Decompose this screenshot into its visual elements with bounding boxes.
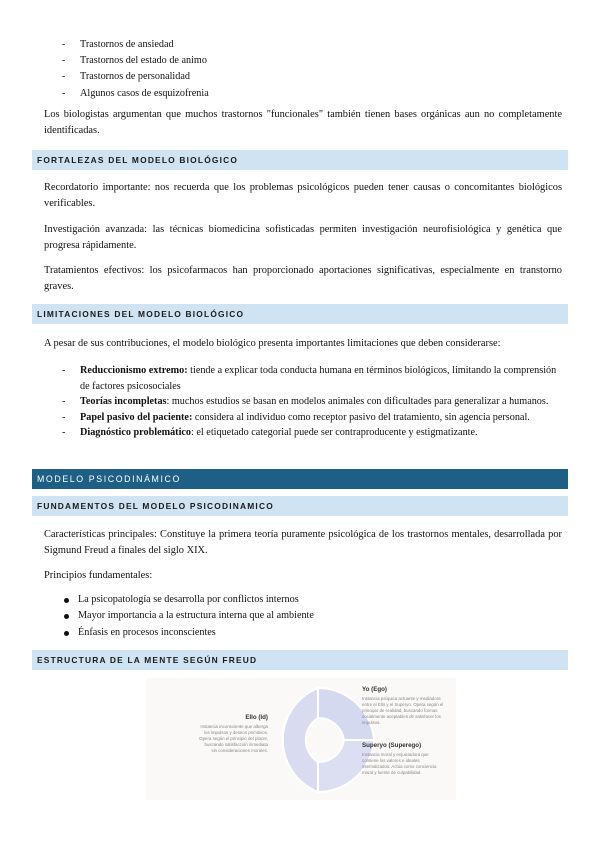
section-heading-fortalezas: FORTALEZAS DEL MODELO BIOLÓGICO [32, 150, 568, 170]
yo-description: Instancia psíquica actuante y mediadora entre el Ello y el Superyo. Opera según el principio de realidad, buscando formas socialmente aceptables de satisfacer los impulsos. [362, 696, 444, 725]
list-item-term: Papel pasivo del paciente: [80, 411, 193, 423]
list-item-term: Teorías incompletas [80, 396, 167, 407]
principles-list [62, 592, 314, 641]
yo-title: Yo (Ego) [362, 686, 387, 693]
section-heading-fundamentos: FUNDAMENTOS DEL MODELO PSICODINAMICO [32, 496, 568, 516]
fortalezas-paragraph-2: Investigación avanzada: las técnicas biomedicina sofisticadas permiten investigación neurofisiológica y genética que progresa rápidamente. [44, 224, 562, 251]
list-item: Mayor importancia a la estructura interna que al ambiente [62, 608, 314, 624]
yo-label-block [362, 686, 446, 726]
list-item [62, 425, 562, 441]
section-heading-limitaciones: LIMITACIONES DEL MODELO BIOLÓGICO [32, 304, 568, 324]
list-item: - Algunos casos de esquizofrenia [62, 86, 209, 102]
superyo-title: Superyo (Superego) [362, 742, 422, 749]
list-item: La psicopatología se desarrolla por conflictos internos [62, 592, 314, 608]
fundamentos-paragraph-1: Características principales: Constituye la primera teoría puramente psicológica de los trastornos mentales, desarrollada por Sigmund Freud a finales del siglo XIX. [44, 529, 562, 556]
ello-label-block [198, 714, 268, 754]
section-heading-modelo-psicodinamico: MODELO PSICODINÁMICO [32, 469, 568, 489]
disorders-list [62, 37, 209, 102]
limitaciones-intro: A pesar de sus contribuciones, el modelo biológico presenta importantes limitaciones que deben considerarse: [44, 338, 501, 349]
list-item [62, 410, 562, 426]
fortalezas-paragraph-1: Recordatorio importante: nos recuerda que los problemas psicológicos pueden tener causas o concomitantes biológicos verificables. [44, 182, 562, 209]
list-item-term: Diagnóstico problemático [80, 427, 192, 438]
donut-ring [283, 688, 374, 792]
fundamentos-paragraph-2: Principios fundamentales: [44, 570, 153, 581]
freud-mind-diagram [146, 678, 456, 800]
ello-title: Ello (Id) [245, 714, 268, 721]
list-item [62, 394, 562, 410]
list-item: - Trastornos de ansiedad [62, 37, 209, 53]
list-item-text: considera al individuo como receptor pasivo del tratamiento, sin agencia personal. [192, 411, 530, 423]
ring-segment-ello [283, 688, 318, 792]
list-item: - Trastornos del estado de animo [62, 53, 209, 69]
list-item-text: : el etiquetado categorial puede ser contraproducente y estigmatizante. [191, 427, 478, 438]
list-item: - Trastornos de personalidad [62, 69, 209, 85]
section-heading-estructura: ESTRUCTURA DE LA MENTE SEGÚN FREUD [32, 650, 568, 670]
superyo-label-block [362, 742, 446, 776]
fortalezas-paragraph-3: Tratamientos efectivos: los psicofarmacos han proporcionado aportaciones significativas, especialmente en transtorno graves. [44, 265, 562, 292]
list-item-text: : muchos estudios se basan en modelos animales con dificultades para generalizar a humanos. [166, 396, 549, 407]
ello-description: Instancia inconsciente que alberga los impulsos y deseos primitivos. Opera según el principio del placer, buscando satisfacción inmediata sin consideraciones morales. [199, 724, 268, 753]
list-item-text: tiende a explicar toda conducta humana en términos biológicos, limitando la comprensión de factores psicosociales [80, 365, 557, 392]
list-item [62, 363, 562, 394]
limitaciones-list [62, 363, 562, 441]
intro-paragraph: Los biologistas argumentan que muchos trastornos "funcionales" también tienen bases orgánicas aun no completamente identificadas. [44, 109, 562, 136]
list-item: Énfasis en procesos inconscientes [62, 625, 314, 641]
superyo-description: Instancia moral y enjuiciadora que contiene los valores e ideales internalizados. Actúa como conciencia moral y fuente de culpabilidad. [362, 752, 437, 775]
list-item-term: Reduccionismo extremo: [80, 365, 188, 376]
